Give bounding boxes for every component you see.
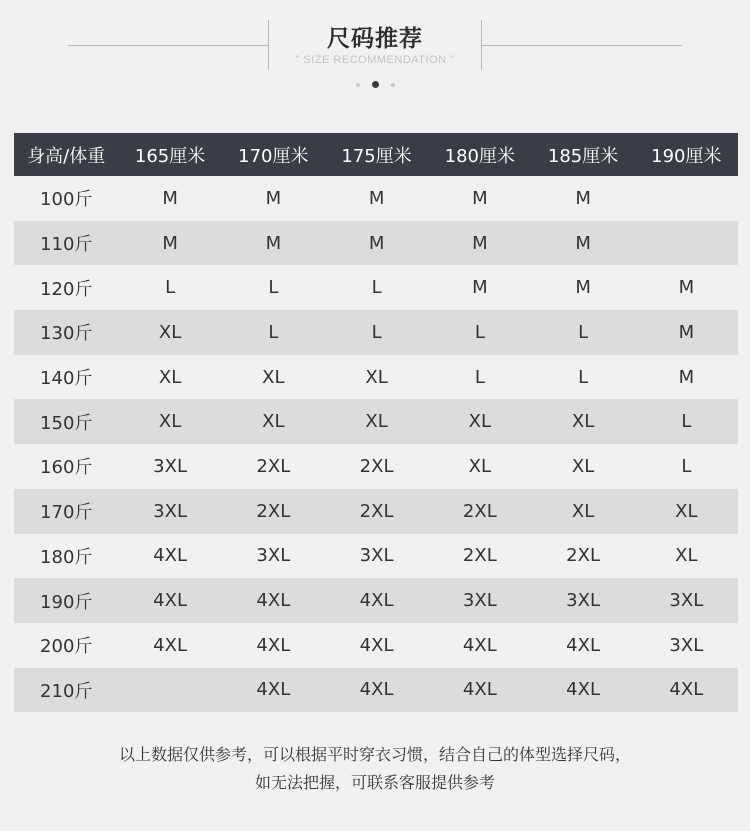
note-line: 以上数据仅供参考，可以根据平时穿衣习惯，结合自己的体型选择尺码，: [118, 745, 631, 764]
weight-cell: 170斤: [40, 502, 93, 524]
weight-cell: 110斤: [40, 234, 93, 256]
size-cell: XL: [365, 411, 388, 433]
size-cell: M: [162, 232, 178, 254]
size-cell: XL: [571, 455, 595, 477]
size-cell: L: [681, 411, 692, 433]
size-cell: L: [578, 366, 589, 388]
size-cell: 4XL: [153, 634, 187, 656]
size-cell: XL: [468, 411, 491, 433]
weight-cell: 100斤: [40, 189, 93, 211]
carousel-dot[interactable]: [391, 83, 395, 87]
weight-cell: 130斤: [40, 323, 93, 345]
size-cell: 3XL: [359, 545, 394, 567]
carousel-dot-active[interactable]: [372, 81, 379, 88]
weight-cell: 150斤: [40, 412, 93, 434]
size-cell: L: [371, 277, 382, 299]
size-cell: M: [678, 321, 695, 343]
size-cell: M: [368, 232, 385, 254]
column-header: 190厘米: [651, 145, 722, 167]
column-header: 170厘米: [238, 145, 309, 167]
size-cell: 3XL: [669, 634, 704, 656]
size-cell: L: [474, 366, 485, 388]
size-cell: M: [265, 187, 282, 209]
size-cell: 4XL: [462, 679, 497, 701]
size-cell: M: [678, 277, 695, 299]
size-cell: 4XL: [256, 590, 291, 612]
weight-cell: 140斤: [40, 368, 93, 390]
weight-cell: 180斤: [40, 546, 93, 568]
column-header: 185厘米: [547, 145, 619, 167]
size-cell: XL: [675, 545, 698, 567]
size-cell: XL: [262, 411, 285, 433]
size-cell: M: [472, 232, 488, 254]
size-cell: 4XL: [153, 590, 187, 612]
size-cell: 3XL: [153, 500, 187, 522]
column-header: 身高/体重: [27, 145, 106, 167]
size-cell: L: [474, 321, 485, 343]
section-header: [0, 0, 750, 100]
table-row: [14, 310, 738, 355]
size-cell: 4XL: [359, 634, 394, 656]
page-title: 尺码推荐: [327, 26, 423, 52]
size-cell: M: [575, 232, 591, 254]
table-row: [14, 534, 738, 579]
size-cell: 2XL: [359, 455, 394, 477]
weight-cell: 190斤: [40, 591, 93, 613]
size-cell: M: [265, 232, 282, 254]
size-cell: 3XL: [669, 590, 704, 612]
size-cell: 2XL: [462, 545, 497, 567]
size-cell: 3XL: [566, 590, 600, 612]
size-cell: M: [575, 187, 591, 209]
weight-cell: 200斤: [40, 636, 93, 658]
table-row: [14, 221, 738, 266]
size-cell: XL: [158, 366, 182, 388]
table-row: [14, 578, 738, 623]
size-cell: XL: [571, 500, 595, 522]
size-cell: 4XL: [153, 545, 187, 567]
size-cell: M: [368, 187, 385, 209]
column-header: 180厘米: [444, 145, 515, 167]
size-cell: XL: [158, 321, 182, 343]
size-cell: M: [678, 366, 695, 388]
size-cell: M: [472, 187, 488, 209]
size-cell: 4XL: [462, 634, 497, 656]
size-table: [14, 133, 738, 712]
size-cell: L: [165, 277, 176, 299]
page-subtitle: " SIZE RECOMMENDATION ": [295, 54, 455, 66]
column-header: 165厘米: [134, 145, 206, 167]
size-cell: 4XL: [566, 634, 600, 656]
size-cell: 4XL: [669, 679, 704, 701]
carousel-indicator: [0, 81, 750, 88]
size-cell: 4XL: [566, 679, 600, 701]
size-cell: L: [268, 277, 279, 299]
size-cell: M: [162, 187, 178, 209]
size-cell: 4XL: [256, 634, 291, 656]
size-cell: 2XL: [256, 500, 291, 522]
size-cell: 2XL: [462, 500, 497, 522]
size-cell: XL: [468, 455, 491, 477]
size-cell: 3XL: [153, 455, 187, 477]
size-cell: 2XL: [256, 455, 291, 477]
size-cell: 4XL: [256, 679, 291, 701]
size-note: [0, 741, 750, 797]
table-row: [14, 489, 738, 534]
weight-cell: 120斤: [40, 278, 93, 300]
table-row: [14, 399, 738, 444]
size-cell: 4XL: [359, 679, 394, 701]
size-cell: 3XL: [462, 590, 497, 612]
note-line: 如无法把握，可联系客服提供参考: [254, 773, 495, 792]
size-cell: XL: [262, 366, 285, 388]
size-cell: XL: [158, 411, 182, 433]
size-cell: L: [681, 455, 692, 477]
table-header-row: [14, 133, 738, 176]
carousel-dot[interactable]: [356, 83, 360, 87]
size-cell: M: [575, 277, 591, 299]
weight-cell: 160斤: [40, 457, 93, 479]
size-cell: 4XL: [359, 590, 394, 612]
size-cell: 2XL: [566, 545, 600, 567]
size-cell: M: [472, 277, 488, 299]
size-cell: 3XL: [256, 545, 291, 567]
table-row: [14, 355, 738, 400]
table-row: [14, 176, 738, 221]
size-cell: L: [371, 321, 382, 343]
size-cell: 2XL: [359, 500, 394, 522]
weight-cell: 210斤: [40, 680, 93, 702]
size-cell: XL: [365, 366, 388, 388]
size-cell: XL: [675, 500, 698, 522]
table-row: [14, 668, 738, 713]
size-cell: XL: [571, 411, 595, 433]
size-cell: L: [268, 321, 279, 343]
column-header: 175厘米: [341, 145, 412, 167]
table-row: [14, 444, 738, 489]
table-row: [14, 623, 738, 668]
size-cell: L: [578, 321, 589, 343]
table-row: [14, 265, 738, 310]
